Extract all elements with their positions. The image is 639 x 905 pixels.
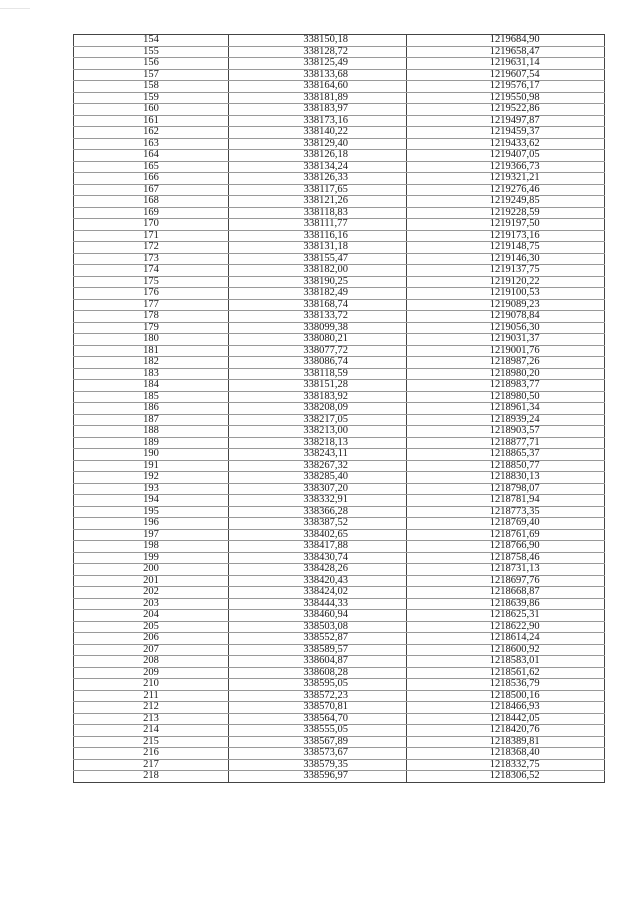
y-coordinate-cell: 1219056,30	[407, 322, 605, 334]
table-row	[74, 311, 605, 323]
point-number-cell: 200	[74, 564, 229, 576]
table-row	[74, 161, 605, 173]
table-row	[74, 288, 605, 300]
point-number-cell: 161	[74, 115, 229, 127]
x-coordinate-cell: 338208,09	[229, 403, 407, 415]
x-coordinate-cell: 338420,43	[229, 575, 407, 587]
y-coordinate-cell: 1218983,77	[407, 380, 605, 392]
table-row	[74, 276, 605, 288]
x-coordinate-cell: 338155,47	[229, 253, 407, 265]
x-coordinate-cell: 338121,26	[229, 196, 407, 208]
table-row	[74, 690, 605, 702]
x-coordinate-cell: 338131,18	[229, 242, 407, 254]
x-coordinate-cell: 338133,72	[229, 311, 407, 323]
y-coordinate-cell: 1219148,75	[407, 242, 605, 254]
point-number-cell: 185	[74, 391, 229, 403]
point-number-cell: 183	[74, 368, 229, 380]
table-row	[74, 621, 605, 633]
x-coordinate-cell: 338126,18	[229, 150, 407, 162]
x-coordinate-cell: 338183,92	[229, 391, 407, 403]
x-coordinate-cell: 338118,59	[229, 368, 407, 380]
table-row	[74, 115, 605, 127]
point-number-cell: 197	[74, 529, 229, 541]
point-number-cell: 179	[74, 322, 229, 334]
y-coordinate-cell: 1219433,62	[407, 138, 605, 150]
table-row	[74, 58, 605, 70]
table-row	[74, 414, 605, 426]
x-coordinate-cell: 338080,21	[229, 334, 407, 346]
table-row	[74, 748, 605, 760]
table-row	[74, 265, 605, 277]
table-row	[74, 656, 605, 668]
x-coordinate-cell: 338444,33	[229, 598, 407, 610]
table-row	[74, 518, 605, 530]
point-number-cell: 218	[74, 771, 229, 783]
y-coordinate-cell: 1218697,76	[407, 575, 605, 587]
point-number-cell: 162	[74, 127, 229, 139]
point-number-cell: 182	[74, 357, 229, 369]
table-row	[74, 713, 605, 725]
x-coordinate-cell: 338150,18	[229, 35, 407, 47]
point-number-cell: 203	[74, 598, 229, 610]
table-row	[74, 587, 605, 599]
table-row	[74, 92, 605, 104]
y-coordinate-cell: 1219631,14	[407, 58, 605, 70]
table-row	[74, 253, 605, 265]
x-coordinate-cell: 338579,35	[229, 759, 407, 771]
x-coordinate-cell: 338307,20	[229, 483, 407, 495]
table-row	[74, 564, 605, 576]
x-coordinate-cell: 338604,87	[229, 656, 407, 668]
x-coordinate-cell: 338134,24	[229, 161, 407, 173]
table-row	[74, 138, 605, 150]
point-number-cell: 189	[74, 437, 229, 449]
y-coordinate-cell: 1219407,05	[407, 150, 605, 162]
point-number-cell: 184	[74, 380, 229, 392]
table-row	[74, 368, 605, 380]
y-coordinate-cell: 1218622,90	[407, 621, 605, 633]
point-number-cell: 172	[74, 242, 229, 254]
table-row	[74, 230, 605, 242]
table-row	[74, 403, 605, 415]
table-row	[74, 426, 605, 438]
point-number-cell: 164	[74, 150, 229, 162]
table-row	[74, 69, 605, 81]
x-coordinate-cell: 338182,00	[229, 265, 407, 277]
x-coordinate-cell: 338181,89	[229, 92, 407, 104]
point-number-cell: 194	[74, 495, 229, 507]
point-number-cell: 199	[74, 552, 229, 564]
x-coordinate-cell: 338417,88	[229, 541, 407, 553]
y-coordinate-cell: 1219120,22	[407, 276, 605, 288]
point-number-cell: 165	[74, 161, 229, 173]
x-coordinate-cell: 338086,74	[229, 357, 407, 369]
x-coordinate-cell: 338117,65	[229, 184, 407, 196]
table-row	[74, 196, 605, 208]
x-coordinate-cell: 338564,70	[229, 713, 407, 725]
x-coordinate-cell: 338285,40	[229, 472, 407, 484]
y-coordinate-cell: 1219522,86	[407, 104, 605, 116]
point-number-cell: 186	[74, 403, 229, 415]
x-coordinate-cell: 338128,72	[229, 46, 407, 58]
table-row	[74, 506, 605, 518]
x-coordinate-cell: 338570,81	[229, 702, 407, 714]
scan-artifact	[0, 0, 30, 9]
point-number-cell: 206	[74, 633, 229, 645]
y-coordinate-cell: 1219576,17	[407, 81, 605, 93]
point-number-cell: 181	[74, 345, 229, 357]
table-row	[74, 437, 605, 449]
point-number-cell: 187	[74, 414, 229, 426]
point-number-cell: 155	[74, 46, 229, 58]
point-number-cell: 157	[74, 69, 229, 81]
y-coordinate-cell: 1218769,40	[407, 518, 605, 530]
y-coordinate-cell: 1219001,76	[407, 345, 605, 357]
coordinates-table	[73, 34, 605, 783]
y-coordinate-cell: 1218731,13	[407, 564, 605, 576]
y-coordinate-cell: 1218980,20	[407, 368, 605, 380]
table-row	[74, 702, 605, 714]
point-number-cell: 201	[74, 575, 229, 587]
table-row	[74, 575, 605, 587]
point-number-cell: 214	[74, 725, 229, 737]
table-row	[74, 771, 605, 783]
x-coordinate-cell: 338595,05	[229, 679, 407, 691]
x-coordinate-cell: 338555,05	[229, 725, 407, 737]
table-row	[74, 150, 605, 162]
y-coordinate-cell: 1218500,16	[407, 690, 605, 702]
y-coordinate-cell: 1218389,81	[407, 736, 605, 748]
table-row	[74, 679, 605, 691]
table-row	[74, 81, 605, 93]
y-coordinate-cell: 1219459,37	[407, 127, 605, 139]
point-number-cell: 154	[74, 35, 229, 47]
point-number-cell: 191	[74, 460, 229, 472]
table-row	[74, 104, 605, 116]
y-coordinate-cell: 1219276,46	[407, 184, 605, 196]
point-number-cell: 202	[74, 587, 229, 599]
table-row	[74, 667, 605, 679]
x-coordinate-cell: 338133,68	[229, 69, 407, 81]
point-number-cell: 211	[74, 690, 229, 702]
x-coordinate-cell: 338366,28	[229, 506, 407, 518]
point-number-cell: 168	[74, 196, 229, 208]
table-row	[74, 391, 605, 403]
table-row	[74, 35, 605, 47]
x-coordinate-cell: 338118,83	[229, 207, 407, 219]
y-coordinate-cell: 1218614,24	[407, 633, 605, 645]
y-coordinate-cell: 1219197,50	[407, 219, 605, 231]
table-row	[74, 127, 605, 139]
point-number-cell: 215	[74, 736, 229, 748]
point-number-cell: 156	[74, 58, 229, 70]
y-coordinate-cell: 1218980,50	[407, 391, 605, 403]
point-number-cell: 212	[74, 702, 229, 714]
y-coordinate-cell: 1218865,37	[407, 449, 605, 461]
x-coordinate-cell: 338567,89	[229, 736, 407, 748]
table-row	[74, 299, 605, 311]
x-coordinate-cell: 338182,49	[229, 288, 407, 300]
y-coordinate-cell: 1219249,85	[407, 196, 605, 208]
point-number-cell: 193	[74, 483, 229, 495]
x-coordinate-cell: 338168,74	[229, 299, 407, 311]
point-number-cell: 158	[74, 81, 229, 93]
y-coordinate-cell: 1219321,21	[407, 173, 605, 185]
x-coordinate-cell: 338243,11	[229, 449, 407, 461]
x-coordinate-cell: 338428,26	[229, 564, 407, 576]
point-number-cell: 190	[74, 449, 229, 461]
table-row	[74, 598, 605, 610]
y-coordinate-cell: 1218583,01	[407, 656, 605, 668]
x-coordinate-cell: 338430,74	[229, 552, 407, 564]
x-coordinate-cell: 338460,94	[229, 610, 407, 622]
table-row	[74, 242, 605, 254]
x-coordinate-cell: 338332,91	[229, 495, 407, 507]
y-coordinate-cell: 1218668,87	[407, 587, 605, 599]
point-number-cell: 169	[74, 207, 229, 219]
point-number-cell: 180	[74, 334, 229, 346]
y-coordinate-cell: 1218536,79	[407, 679, 605, 691]
x-coordinate-cell: 338589,57	[229, 644, 407, 656]
y-coordinate-cell: 1218781,94	[407, 495, 605, 507]
table-row	[74, 495, 605, 507]
point-number-cell: 166	[74, 173, 229, 185]
table-row	[74, 184, 605, 196]
table-row	[74, 472, 605, 484]
y-coordinate-cell: 1219173,16	[407, 230, 605, 242]
y-coordinate-cell: 1219497,87	[407, 115, 605, 127]
y-coordinate-cell: 1218877,71	[407, 437, 605, 449]
table-row	[74, 322, 605, 334]
y-coordinate-cell: 1218639,86	[407, 598, 605, 610]
point-number-cell: 195	[74, 506, 229, 518]
table-row	[74, 541, 605, 553]
point-number-cell: 170	[74, 219, 229, 231]
table-row	[74, 529, 605, 541]
point-number-cell: 207	[74, 644, 229, 656]
x-coordinate-cell: 338503,08	[229, 621, 407, 633]
y-coordinate-cell: 1218368,40	[407, 748, 605, 760]
table-row	[74, 334, 605, 346]
y-coordinate-cell: 1218830,13	[407, 472, 605, 484]
x-coordinate-cell: 338190,25	[229, 276, 407, 288]
table-row	[74, 345, 605, 357]
y-coordinate-cell: 1218625,31	[407, 610, 605, 622]
x-coordinate-cell: 338140,22	[229, 127, 407, 139]
point-number-cell: 167	[74, 184, 229, 196]
point-number-cell: 208	[74, 656, 229, 668]
table-row	[74, 736, 605, 748]
y-coordinate-cell: 1218773,35	[407, 506, 605, 518]
x-coordinate-cell: 338596,97	[229, 771, 407, 783]
y-coordinate-cell: 1219550,98	[407, 92, 605, 104]
x-coordinate-cell: 338387,52	[229, 518, 407, 530]
y-coordinate-cell: 1219658,47	[407, 46, 605, 58]
table-row	[74, 483, 605, 495]
table-row	[74, 552, 605, 564]
point-number-cell: 171	[74, 230, 229, 242]
point-number-cell: 216	[74, 748, 229, 760]
y-coordinate-cell: 1218332,75	[407, 759, 605, 771]
point-number-cell: 198	[74, 541, 229, 553]
y-coordinate-cell: 1219684,90	[407, 35, 605, 47]
x-coordinate-cell: 338125,49	[229, 58, 407, 70]
x-coordinate-cell: 338077,72	[229, 345, 407, 357]
x-coordinate-cell: 338129,40	[229, 138, 407, 150]
table-row	[74, 449, 605, 461]
x-coordinate-cell: 338173,16	[229, 115, 407, 127]
point-number-cell: 160	[74, 104, 229, 116]
y-coordinate-cell: 1218961,34	[407, 403, 605, 415]
y-coordinate-cell: 1219100,53	[407, 288, 605, 300]
point-number-cell: 177	[74, 299, 229, 311]
y-coordinate-cell: 1218939,24	[407, 414, 605, 426]
table-row	[74, 759, 605, 771]
point-number-cell: 209	[74, 667, 229, 679]
y-coordinate-cell: 1218987,26	[407, 357, 605, 369]
point-number-cell: 175	[74, 276, 229, 288]
x-coordinate-cell: 338213,00	[229, 426, 407, 438]
x-coordinate-cell: 338116,16	[229, 230, 407, 242]
x-coordinate-cell: 338267,32	[229, 460, 407, 472]
table-row	[74, 207, 605, 219]
x-coordinate-cell: 338111,77	[229, 219, 407, 231]
point-number-cell: 217	[74, 759, 229, 771]
y-coordinate-cell: 1219366,73	[407, 161, 605, 173]
y-coordinate-cell: 1218903,57	[407, 426, 605, 438]
y-coordinate-cell: 1219228,59	[407, 207, 605, 219]
point-number-cell: 176	[74, 288, 229, 300]
x-coordinate-cell: 338164,60	[229, 81, 407, 93]
table-row	[74, 644, 605, 656]
point-number-cell: 204	[74, 610, 229, 622]
x-coordinate-cell: 338099,38	[229, 322, 407, 334]
point-number-cell: 173	[74, 253, 229, 265]
y-coordinate-cell: 1218761,69	[407, 529, 605, 541]
x-coordinate-cell: 338402,65	[229, 529, 407, 541]
point-number-cell: 210	[74, 679, 229, 691]
point-number-cell: 192	[74, 472, 229, 484]
coordinates-table-body	[74, 35, 605, 783]
point-number-cell: 178	[74, 311, 229, 323]
x-coordinate-cell: 338608,28	[229, 667, 407, 679]
y-coordinate-cell: 1218758,46	[407, 552, 605, 564]
y-coordinate-cell: 1219031,37	[407, 334, 605, 346]
x-coordinate-cell: 338126,33	[229, 173, 407, 185]
y-coordinate-cell: 1218600,92	[407, 644, 605, 656]
x-coordinate-cell: 338217,05	[229, 414, 407, 426]
y-coordinate-cell: 1218466,93	[407, 702, 605, 714]
y-coordinate-cell: 1219089,23	[407, 299, 605, 311]
y-coordinate-cell: 1218306,52	[407, 771, 605, 783]
table-row	[74, 725, 605, 737]
y-coordinate-cell: 1218798,07	[407, 483, 605, 495]
point-number-cell: 163	[74, 138, 229, 150]
x-coordinate-cell: 338424,02	[229, 587, 407, 599]
point-number-cell: 174	[74, 265, 229, 277]
table-row	[74, 380, 605, 392]
table-row	[74, 460, 605, 472]
point-number-cell: 196	[74, 518, 229, 530]
y-coordinate-cell: 1219137,75	[407, 265, 605, 277]
table-row	[74, 219, 605, 231]
x-coordinate-cell: 338218,13	[229, 437, 407, 449]
point-number-cell: 205	[74, 621, 229, 633]
y-coordinate-cell: 1218561,62	[407, 667, 605, 679]
table-row	[74, 633, 605, 645]
y-coordinate-cell: 1219607,54	[407, 69, 605, 81]
x-coordinate-cell: 338151,28	[229, 380, 407, 392]
x-coordinate-cell: 338183,97	[229, 104, 407, 116]
table-row	[74, 357, 605, 369]
table-row	[74, 610, 605, 622]
point-number-cell: 159	[74, 92, 229, 104]
table-row	[74, 173, 605, 185]
y-coordinate-cell: 1218442,05	[407, 713, 605, 725]
y-coordinate-cell: 1218850,77	[407, 460, 605, 472]
point-number-cell: 213	[74, 713, 229, 725]
x-coordinate-cell: 338573,67	[229, 748, 407, 760]
y-coordinate-cell: 1218420,76	[407, 725, 605, 737]
point-number-cell: 188	[74, 426, 229, 438]
x-coordinate-cell: 338572,23	[229, 690, 407, 702]
y-coordinate-cell: 1219078,84	[407, 311, 605, 323]
table-row	[74, 46, 605, 58]
y-coordinate-cell: 1218766,90	[407, 541, 605, 553]
y-coordinate-cell: 1219146,30	[407, 253, 605, 265]
x-coordinate-cell: 338552,87	[229, 633, 407, 645]
